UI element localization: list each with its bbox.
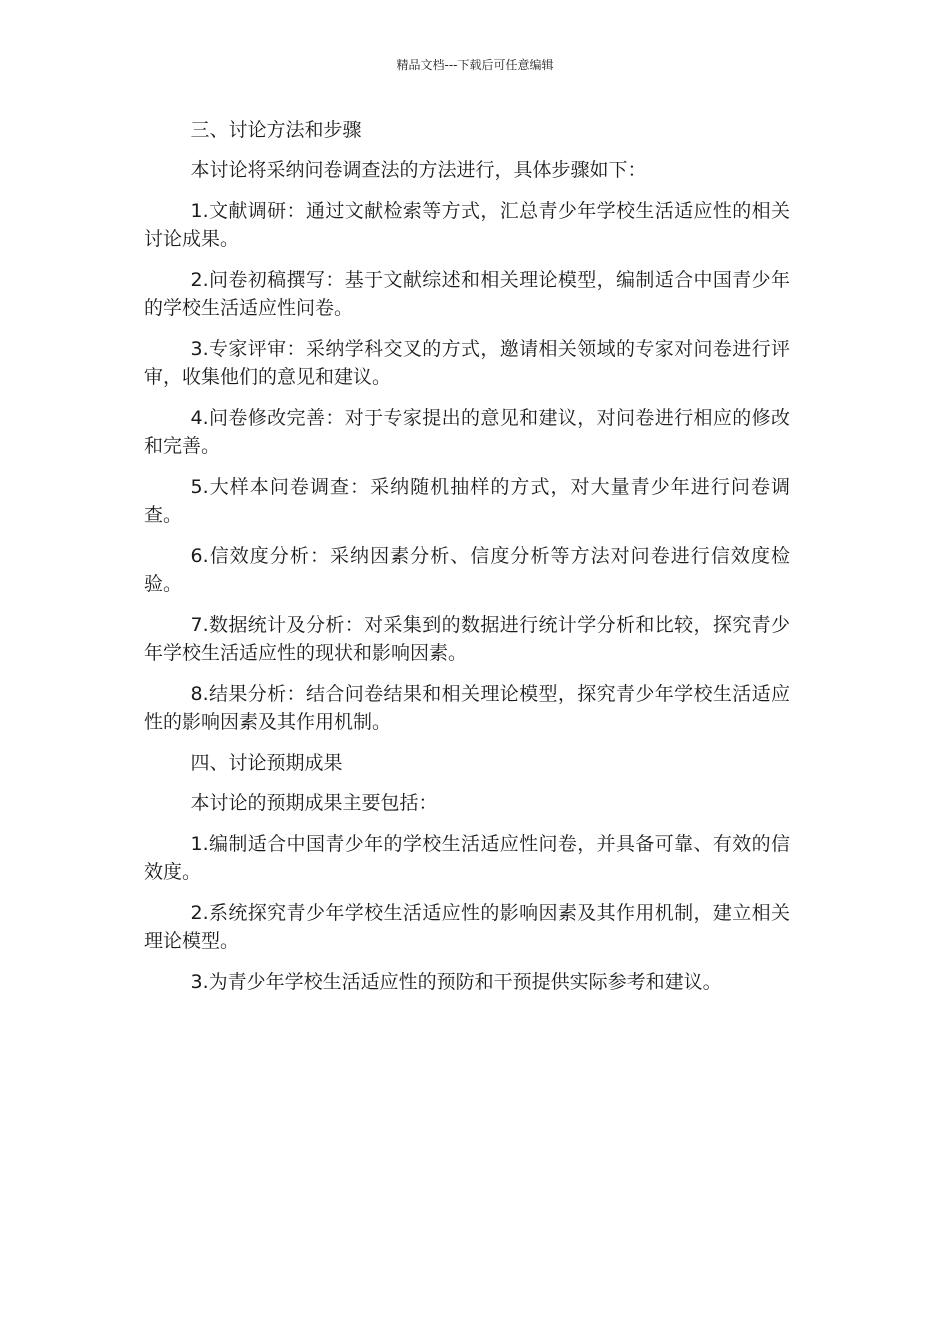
outcome-item: 3.为青少年学校生活适应性的预防和干预提供实际参考和建议。 (190, 971, 722, 993)
method-step: 2.问卷初稿撰写：基于文献综述和相关理论模型，编制适合中国青少年的学校生活适应性问卷。 (144, 269, 790, 319)
document-body (144, 116, 790, 1009)
section-heading-outcomes: 四、讨论预期成果 (190, 752, 343, 774)
page-header: 精品文档---下载后可任意编辑 (396, 58, 554, 72)
section-heading-methods: 三、讨论方法和步骤 (190, 119, 362, 141)
outcome-item: 1.编制适合中国青少年的学校生活适应性问卷，并具备可靠、有效的信效度。 (144, 833, 790, 883)
method-step: 3.专家评审：采纳学科交叉的方式，邀请相关领域的专家对问卷进行评审，收集他们的意见和建议。 (144, 338, 790, 388)
method-step: 8.结果分析：结合问卷结果和相关理论模型，探究青少年学校生活适应性的影响因素及其作用机制。 (144, 683, 790, 733)
outcomes-intro: 本讨论的预期成果主要包括： (190, 792, 438, 814)
method-step: 4.问卷修改完善：对于专家提出的意见和建议，对问卷进行相应的修改和完善。 (144, 407, 790, 457)
method-step: 5.大样本问卷调查：采纳随机抽样的方式，对大量青少年进行问卷调查。 (144, 476, 790, 526)
method-step: 7.数据统计及分析：对采集到的数据进行统计学分析和比较，探究青少年学校生活适应性的现状和影响因素。 (144, 614, 790, 664)
methods-intro: 本讨论将采纳问卷调查法的方法进行，具体步骤如下： (190, 159, 647, 181)
outcome-item: 2.系统探究青少年学校生活适应性的影响因素及其作用机制，建立相关理论模型。 (144, 902, 790, 952)
method-step: 1.文献调研：通过文献检索等方式，汇总青少年学校生活适应性的相关讨论成果。 (144, 200, 790, 250)
method-step: 6.信效度分析：采纳因素分析、信度分析等方法对问卷进行信效度检验。 (144, 545, 790, 595)
